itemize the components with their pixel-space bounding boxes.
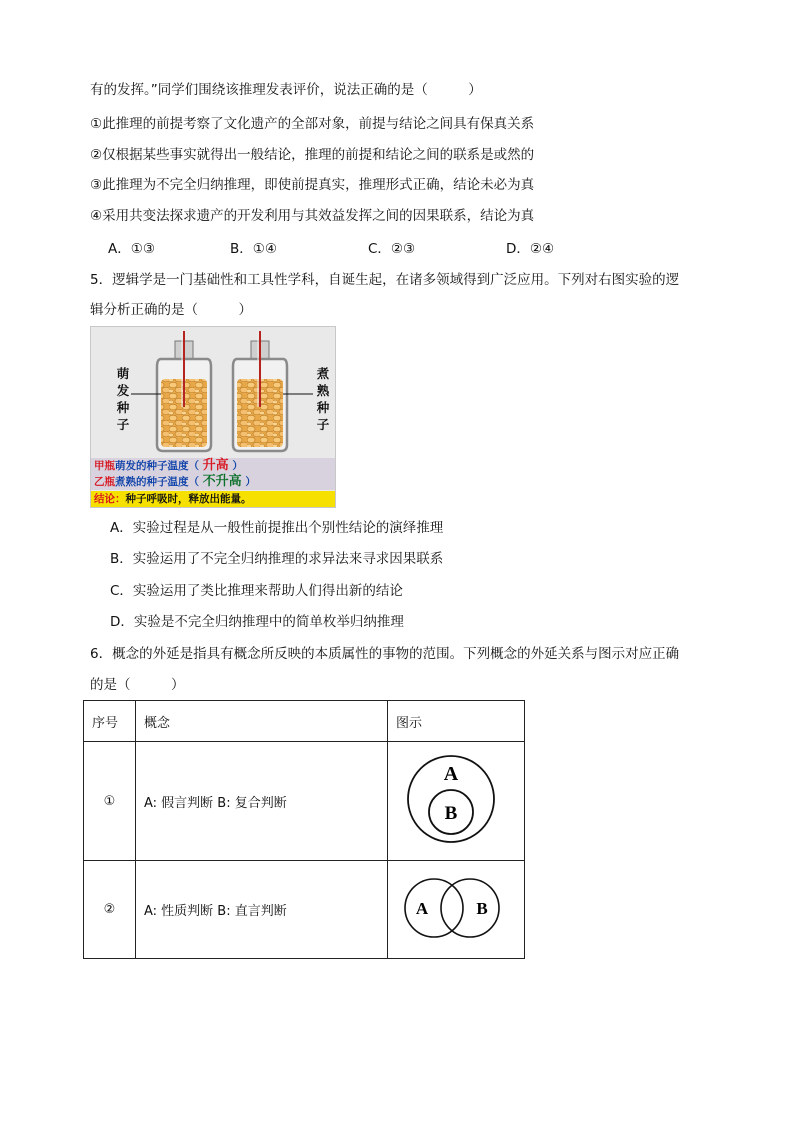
q5-option-b[interactable]: B．实验运用了不完全归纳推理的求异法来寻求因果联系	[110, 551, 444, 567]
q6-stem-line-2: 的是（ ）	[90, 677, 185, 693]
statement-1: ①此推理的前提考察了文化遗产的全部对象，前提与结论之间具有保真关系	[90, 116, 535, 132]
q4-option-b[interactable]: B．①④	[230, 241, 277, 257]
flask-jia	[131, 331, 211, 451]
q4-option-a[interactable]: A．①③	[108, 241, 155, 257]
row-diagram	[388, 742, 525, 861]
table-row	[84, 742, 525, 861]
q4-option-c[interactable]: C．②③	[368, 241, 416, 257]
q5-option-a[interactable]: A．实验过程是从一般性前提推出个别性结论的演绎推理	[110, 520, 444, 536]
experiment-figure	[90, 326, 336, 508]
statement-2: ②仅根据某些事实就得出一般结论，推理的前提和结论之间的联系是或然的	[90, 147, 535, 163]
question-text-line: 有的发挥。”同学们围绕该推理发表评价，说法正确的是（ ）	[90, 82, 482, 98]
statement-4: ④采用共变法探求遗产的开发利用与其效益发挥之间的因果联系，结论为真	[90, 208, 535, 224]
answer-yi: 不升高	[202, 474, 242, 489]
header-diagram: 图示	[388, 701, 525, 742]
caption-jia: 甲瓶萌发的种子温度（ 升高 ）	[91, 458, 335, 474]
row-concept: A: 假言判断 B: 复合判断	[136, 742, 388, 861]
row-concept: A: 性质判断 B: 直言判断	[136, 861, 388, 959]
circle-a	[405, 879, 463, 937]
diagram-label-a: A	[415, 899, 429, 918]
row-number: ①	[84, 742, 136, 861]
circle-b	[441, 879, 499, 937]
header-concept: 概念	[136, 701, 388, 742]
diagram-label-a: A	[443, 763, 459, 785]
q4-options	[108, 239, 628, 259]
q5-option-c[interactable]: C．实验运用了类比推理来帮助人们得出新的结论	[110, 583, 403, 599]
caption-conclusion: 结论：种子呼吸时，释放出能量。	[91, 491, 335, 507]
left-flask-label: 萌 发 种 子	[116, 366, 130, 432]
q5-option-d[interactable]: D．实验是不完全归纳推理中的简单枚举归纳推理	[110, 614, 404, 630]
header-number: 序号	[84, 701, 136, 742]
caption-yi: 乙瓶煮熟的种子温度（ 不升高 ）	[91, 474, 335, 490]
statement-3: ③此推理为不完全归纳推理，即使前提真实，推理形式正确，结论未必为真	[90, 177, 535, 193]
row-number: ②	[84, 861, 136, 959]
flask-yi	[233, 331, 313, 451]
diagram-label-b: B	[476, 899, 488, 918]
q6-stem-line-1: 6．概念的外延是指具有概念所反映的本质属性的事物的范围。下列概念的外延关系与图示对应正确	[90, 646, 680, 662]
overlapping-circles-diagram	[388, 861, 516, 954]
table-header-row	[84, 701, 525, 742]
answer-jia: 升高	[202, 458, 229, 473]
nested-circles-diagram	[388, 742, 516, 856]
diagram-label-b: B	[444, 803, 458, 824]
right-flask-label: 煮 熟 种 子	[316, 366, 330, 432]
q5-stem-line-2: 辑分析正确的是（ ）	[90, 302, 252, 318]
concept-table	[83, 700, 525, 959]
q5-stem-line-1: 5．逻辑学是一门基础性和工具性学科，自诞生起，在诸多领域得到广泛应用。下列对右图实验的逻	[90, 272, 680, 288]
q4-option-d[interactable]: D．②④	[506, 241, 555, 257]
row-diagram	[388, 861, 525, 959]
table-row	[84, 861, 525, 959]
